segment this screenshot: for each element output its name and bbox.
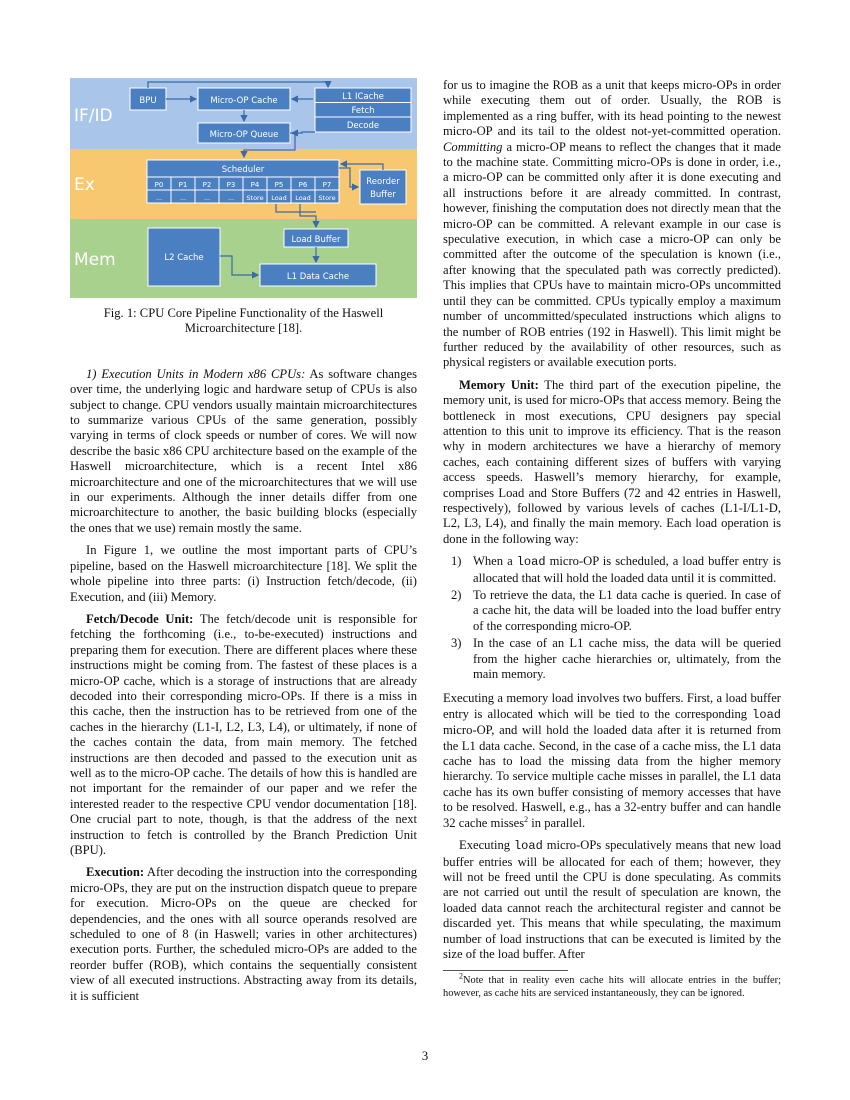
micro-op-queue-label: Micro-OP Queue	[209, 130, 279, 140]
port-unit-label: Store	[246, 194, 264, 202]
port-label: P5	[274, 181, 284, 189]
inline-code: load	[513, 839, 543, 854]
run-in-heading: Memory Unit:	[459, 377, 539, 392]
list-item	[443, 554, 781, 586]
port-label: P2	[202, 181, 212, 189]
paragraph-memory-load	[443, 691, 781, 831]
port-label: P4	[250, 181, 260, 189]
list-number: 1)	[451, 554, 462, 569]
list-item	[443, 588, 781, 634]
port-unit-label: ...	[203, 194, 211, 202]
footnote-number: 2	[459, 971, 463, 981]
paragraph-execution-units	[70, 367, 417, 536]
footnote-marker: 2	[524, 814, 529, 824]
port-unit-label: ...	[155, 194, 163, 202]
list-number: 3)	[451, 636, 462, 651]
l1-data-cache-label: L1 Data Cache	[286, 272, 350, 282]
port-unit-label: ...	[227, 194, 235, 202]
paragraph-memory-unit	[443, 378, 781, 547]
inline-code: load	[752, 707, 781, 722]
paragraph-text: in parallel.	[531, 815, 586, 830]
paragraph-text: micro-OP, and will hold the loaded data after it is returned from the L1 data cache. Second, in the case of a cache miss, the L1 data cache has to load the missing data from the higher memory hierarchy. To service multiple cache misses in parallel, the L1 data cache has its own buffer consisting of memory accesses that have to be resolved. Haswell, e.g., has a 32-entry buffer and can handle 32 cache misses	[443, 723, 781, 830]
left-column	[70, 78, 417, 1011]
bpu-label: BPU	[139, 96, 157, 106]
paragraph-fetch-decode	[70, 612, 417, 859]
port-label: P1	[178, 181, 188, 189]
row-label-if-id: IF/ID	[74, 106, 113, 126]
paragraph-execution	[70, 865, 417, 1004]
paragraph-text: Executing a memory load involves two buffers. First, a load buffer entry is allocated which will be tied to the corresponding	[443, 691, 781, 721]
load-buffer-label: Load Buffer	[291, 235, 341, 245]
l1-icache-label: L1 ICache	[342, 92, 384, 102]
load-steps-list	[443, 554, 781, 682]
list-text: In the case of an L1 cache miss, the data will be queried from the higher cache hierarchies or, ultimately, from the main memory.	[473, 636, 781, 682]
row-label-mem: Mem	[74, 250, 116, 270]
inline-code: load	[516, 555, 546, 570]
scheduler-label: Scheduler	[221, 165, 265, 175]
list-text: To retrieve the data, the L1 data cache is queried. In case of a cache hit, the data will be loaded into the load buffer entry of the corresponding micro-OP.	[473, 588, 781, 633]
paragraph-text: a micro-OP means to reflect the changes that it made to the machine state. Committing micro-OPs is done in order, i.e., a micro-OP can be committed only after it is done executing and all instructions before it are already committed. In contrast, however, finishing the computation does not directly mean that the micro-OP can be committed. A relevant example in our case is speculative execution, in which case a micro-OP can only be committed after the outcome of the speculation is known (i.e., after knowing that the speculated path was correctly predicted). This implies that CPUs have to maintain micro-OPs uncommitted until they can be committed. CPUs typically employ a maximum number of uncommitted/speculated instructions which aligns to the number of ROB entries (192 in Haswell). This limit might be further reduced by the availability of other resources, such as physical registers or available execution ports.	[443, 139, 781, 370]
pipeline-diagram	[70, 78, 417, 298]
port-unit-label: ...	[179, 194, 187, 202]
footnote	[443, 971, 781, 1000]
footnote-text: Note that in reality even cache hits will allocate entries in the buffer; however, as cache hits are serviced instantaneously, they can be ignored.	[443, 975, 781, 999]
run-in-heading: Fetch/Decode Unit:	[86, 611, 194, 626]
paragraph-text: micro-OPs speculatively means that new load buffer entries will be allocated for each of them; however, they will not be freed until the CPU is done speculating. As commits are not carried out until the result of speculation are known, the loaded data cannot reach the architectural register and cannot be discarded yet. This means that while speculating, the maximum number of load instructions that can be executed is limited by the size of the load buffer. After	[443, 838, 782, 961]
paragraph-text: The fetch/decode unit is responsible for fetching the forthcoming (i.e., to-be-executed) instructions and preparing them for execution. There are different places where these instructions might be coming from. The fastest of these places is a micro-OP cache, which is a storage of instructions that are already decoded into their corresponding micro-OPs. If there is a miss in this cache, then the instruction has to be retrieved from one of the caches in the hierarchy (L1-I, L2, L3, L4), or ultimately, if none of the caches contain the data, from main memory. The fetched instructions are then decoded and passed to the execution unit as well as to the micro-OP cache. The details of how this is handled are not important for the remainder of our paper and we refer the interested reader to the respective CPU vendor documentation [18]. One crucial part to note, though, is that the address of the next instruction to fetch is controlled by the Branch Prediction Unit (BPU).	[70, 611, 418, 857]
figure-caption: Fig. 1: CPU Core Pipeline Functionality of the Haswell Microarchitecture [18].	[103, 306, 384, 336]
port-unit-label: Load	[295, 194, 311, 202]
paragraph-text: for us to imagine the ROB as a unit that keeps micro-OPs in order while executing them out of order. Usually, the ROB is implemented as a ring buffer, with its head pointing to the newest micro-OP and its tail to the oldest not-yet-committed operation.	[443, 78, 781, 139]
fetch-label: Fetch	[351, 106, 375, 116]
micro-op-cache-label: Micro-OP Cache	[210, 96, 278, 106]
list-item	[443, 636, 781, 682]
paragraph-text: As software changes over time, the underlying logic and hardware setup of CPUs is also subject to change. CPU vendors usually maintain microarchitectures to summarize various CPUs of the same generation, possibly varying in terms of clock speeds or number of cores. We will now describe the basic x86 CPU architecture based on the example of the Haswell microarchitecture, which is a recent Intel x86 microarchitecture and one of the microarchitectures that we will use in our experiments. Although the inner details differ from one microarchitecture to another, the basic building blocks (especially the ones that we use) remain mostly the same.	[70, 366, 417, 535]
emphasis: Committing	[443, 139, 503, 154]
port-unit-label: Store	[318, 194, 336, 202]
paragraph-rob	[443, 78, 781, 371]
list-number: 2)	[451, 588, 462, 602]
right-column	[443, 78, 781, 1000]
page-number: 3	[421, 1049, 429, 1063]
paragraph-figure-intro: In Figure 1, we outline the most important parts of CPU’s pipeline, based on the Haswell microarchitecture [18]. We split the whole pipeline into three parts: (i) Instruction fetch/decode, (ii) Execution, and (iii) Memory.	[70, 543, 417, 604]
port-label: P7	[322, 181, 332, 189]
subsection-heading: 1) Execution Units in Modern x86 CPUs:	[86, 366, 306, 381]
row-label-ex: Ex	[74, 175, 95, 195]
execution-ports	[147, 177, 339, 203]
port-label: P0	[154, 181, 164, 189]
reorder-label-line2: Buffer	[370, 190, 396, 200]
list-text: micro-OP is scheduled, a load buffer entry is allocated that will hold the loaded data until it is committed.	[473, 554, 781, 585]
paragraph-text: After decoding the instruction into the corresponding micro-OPs, they are put on the instruction dispatch queue to prepare for execution. Micro-OPs on the queue are checked for dependencies, and the ones with all source operands resolved are scheduled to one of 8 (in Haswell; varies in other architectures) execution ports. Further, the scheduled micro-OPs are added to the reorder buffer (ROB), which contains the sequentially consistent view of all executed instructions. Abstracting away from its details, it is sufficient	[70, 865, 417, 1003]
port-label: P3	[226, 181, 236, 189]
decode-label: Decode	[346, 121, 380, 131]
paragraph-text: Executing	[459, 838, 511, 853]
figure-1	[70, 78, 417, 298]
l2-cache-label: L2 Cache	[164, 253, 204, 263]
reorder-label-line1: Reorder	[366, 177, 400, 187]
port-label: P6	[298, 181, 308, 189]
run-in-heading: Execution:	[86, 865, 145, 880]
paragraph-text: The third part of the execution pipeline, the memory unit, is used for micro-OPs that access memory. Being the bottleneck in most executions, CPU designers pay special attention to this unit to improve its efficiency. That is the reason why in modern architectures we have a hierarchy of memory caches, each containing different sizes of buffers with varying access speeds. Haswell’s memory hierarchy, for example, comprises Load and Store Buffers (72 and 42 entries in Haswell, respectively), followed by various levels of caches (L1-I/L1-D, L2, L3, L4), and finally the main memory. Each load operation is done in the following way:	[443, 377, 781, 546]
list-text: When a	[473, 554, 513, 569]
port-unit-label: Load	[271, 194, 287, 202]
paragraph-speculative-loads	[443, 838, 781, 962]
